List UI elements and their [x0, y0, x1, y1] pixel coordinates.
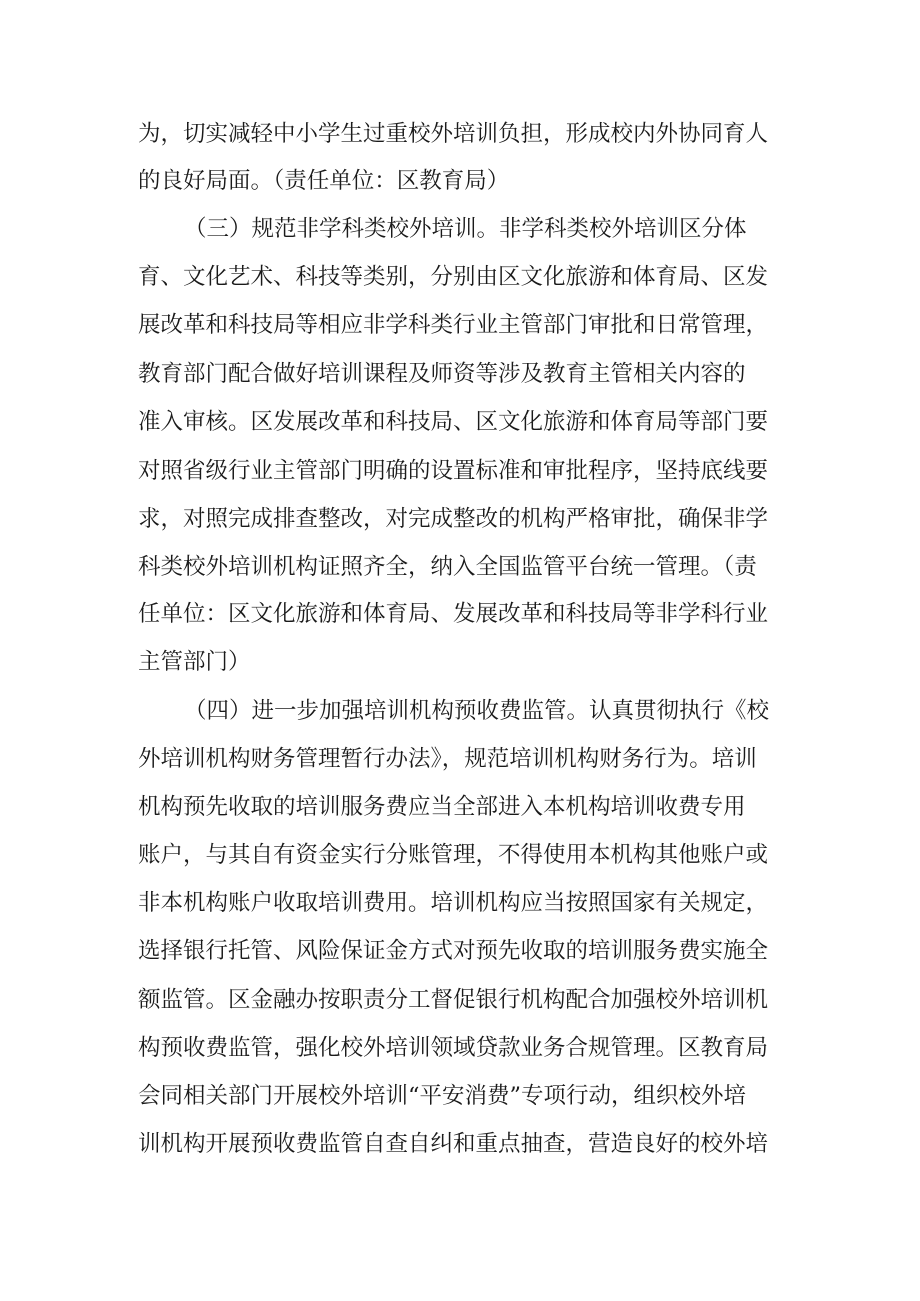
text-line: 的良好局面。（责任单位：区教育局）	[138, 168, 510, 194]
text-line: （三）规范非学科类校外培训。非学科类校外培训区分体	[184, 216, 747, 242]
text-line: 额监管。区金融办按职责分工督促银行机构配合加强校外培训机	[138, 987, 769, 1013]
text-line: 任单位：区文化旅游和体育局、发展改革和科技局等非学科行业	[138, 601, 769, 627]
text-line: 账户，与其自有资金实行分账管理，不得使用本机构其他账户或	[138, 842, 769, 868]
text-line: 非本机构账户收取培训费用。培训机构应当按照国家有关规定，	[138, 890, 769, 916]
text-line: （四）进一步加强培训机构预收费监管。认真贯彻执行《校	[184, 698, 770, 724]
text-line: 机构预先收取的培训服务费应当全部进入本机构培训收费专用	[138, 794, 746, 820]
text-line: 主管部门）	[138, 649, 251, 675]
text-line: 准入审核。区发展改革和科技局、区文化旅游和体育局等部门要	[138, 409, 769, 435]
text-line: 科类校外培训机构证照齐全，纳入全国监管平台统一管理。（责	[138, 554, 757, 580]
text-line: 育、文化艺术、科技等类别，分别由区文化旅游和体育局、区发	[138, 264, 769, 290]
text-line: 求，对照完成排查整改，对完成整改的机构严格审批，确保非学	[138, 506, 769, 532]
text-line: 对照省级行业主管部门明确的设置标准和审批程序，坚持底线要	[138, 458, 769, 484]
text-line: 会同相关部门开展校外培训“平安消费”专项行动，组织校外培	[138, 1083, 747, 1109]
text-line: 训机构开展预收费监管自查自纠和重点抽查，营造良好的校外培	[138, 1131, 769, 1157]
text-line: 选择银行托管、风险保证金方式对预先收取的培训服务费实施全	[138, 938, 769, 964]
text-line: 外培训机构财务管理暂行办法》，规范培训机构财务行为。培训	[138, 746, 757, 772]
text-line: 构预收费监管，强化校外培训领域贷款业务合规管理。区教育局	[138, 1035, 769, 1061]
text-line: 教育部门配合做好培训课程及师资等涉及教育主管相关内容的	[138, 361, 746, 387]
text-line: 展改革和科技局等相应非学科类行业主管部门审批和日常管理，	[138, 312, 769, 338]
text-line: 为，切实减轻中小学生过重校外培训负担，形成校内外协同育人	[138, 121, 769, 147]
